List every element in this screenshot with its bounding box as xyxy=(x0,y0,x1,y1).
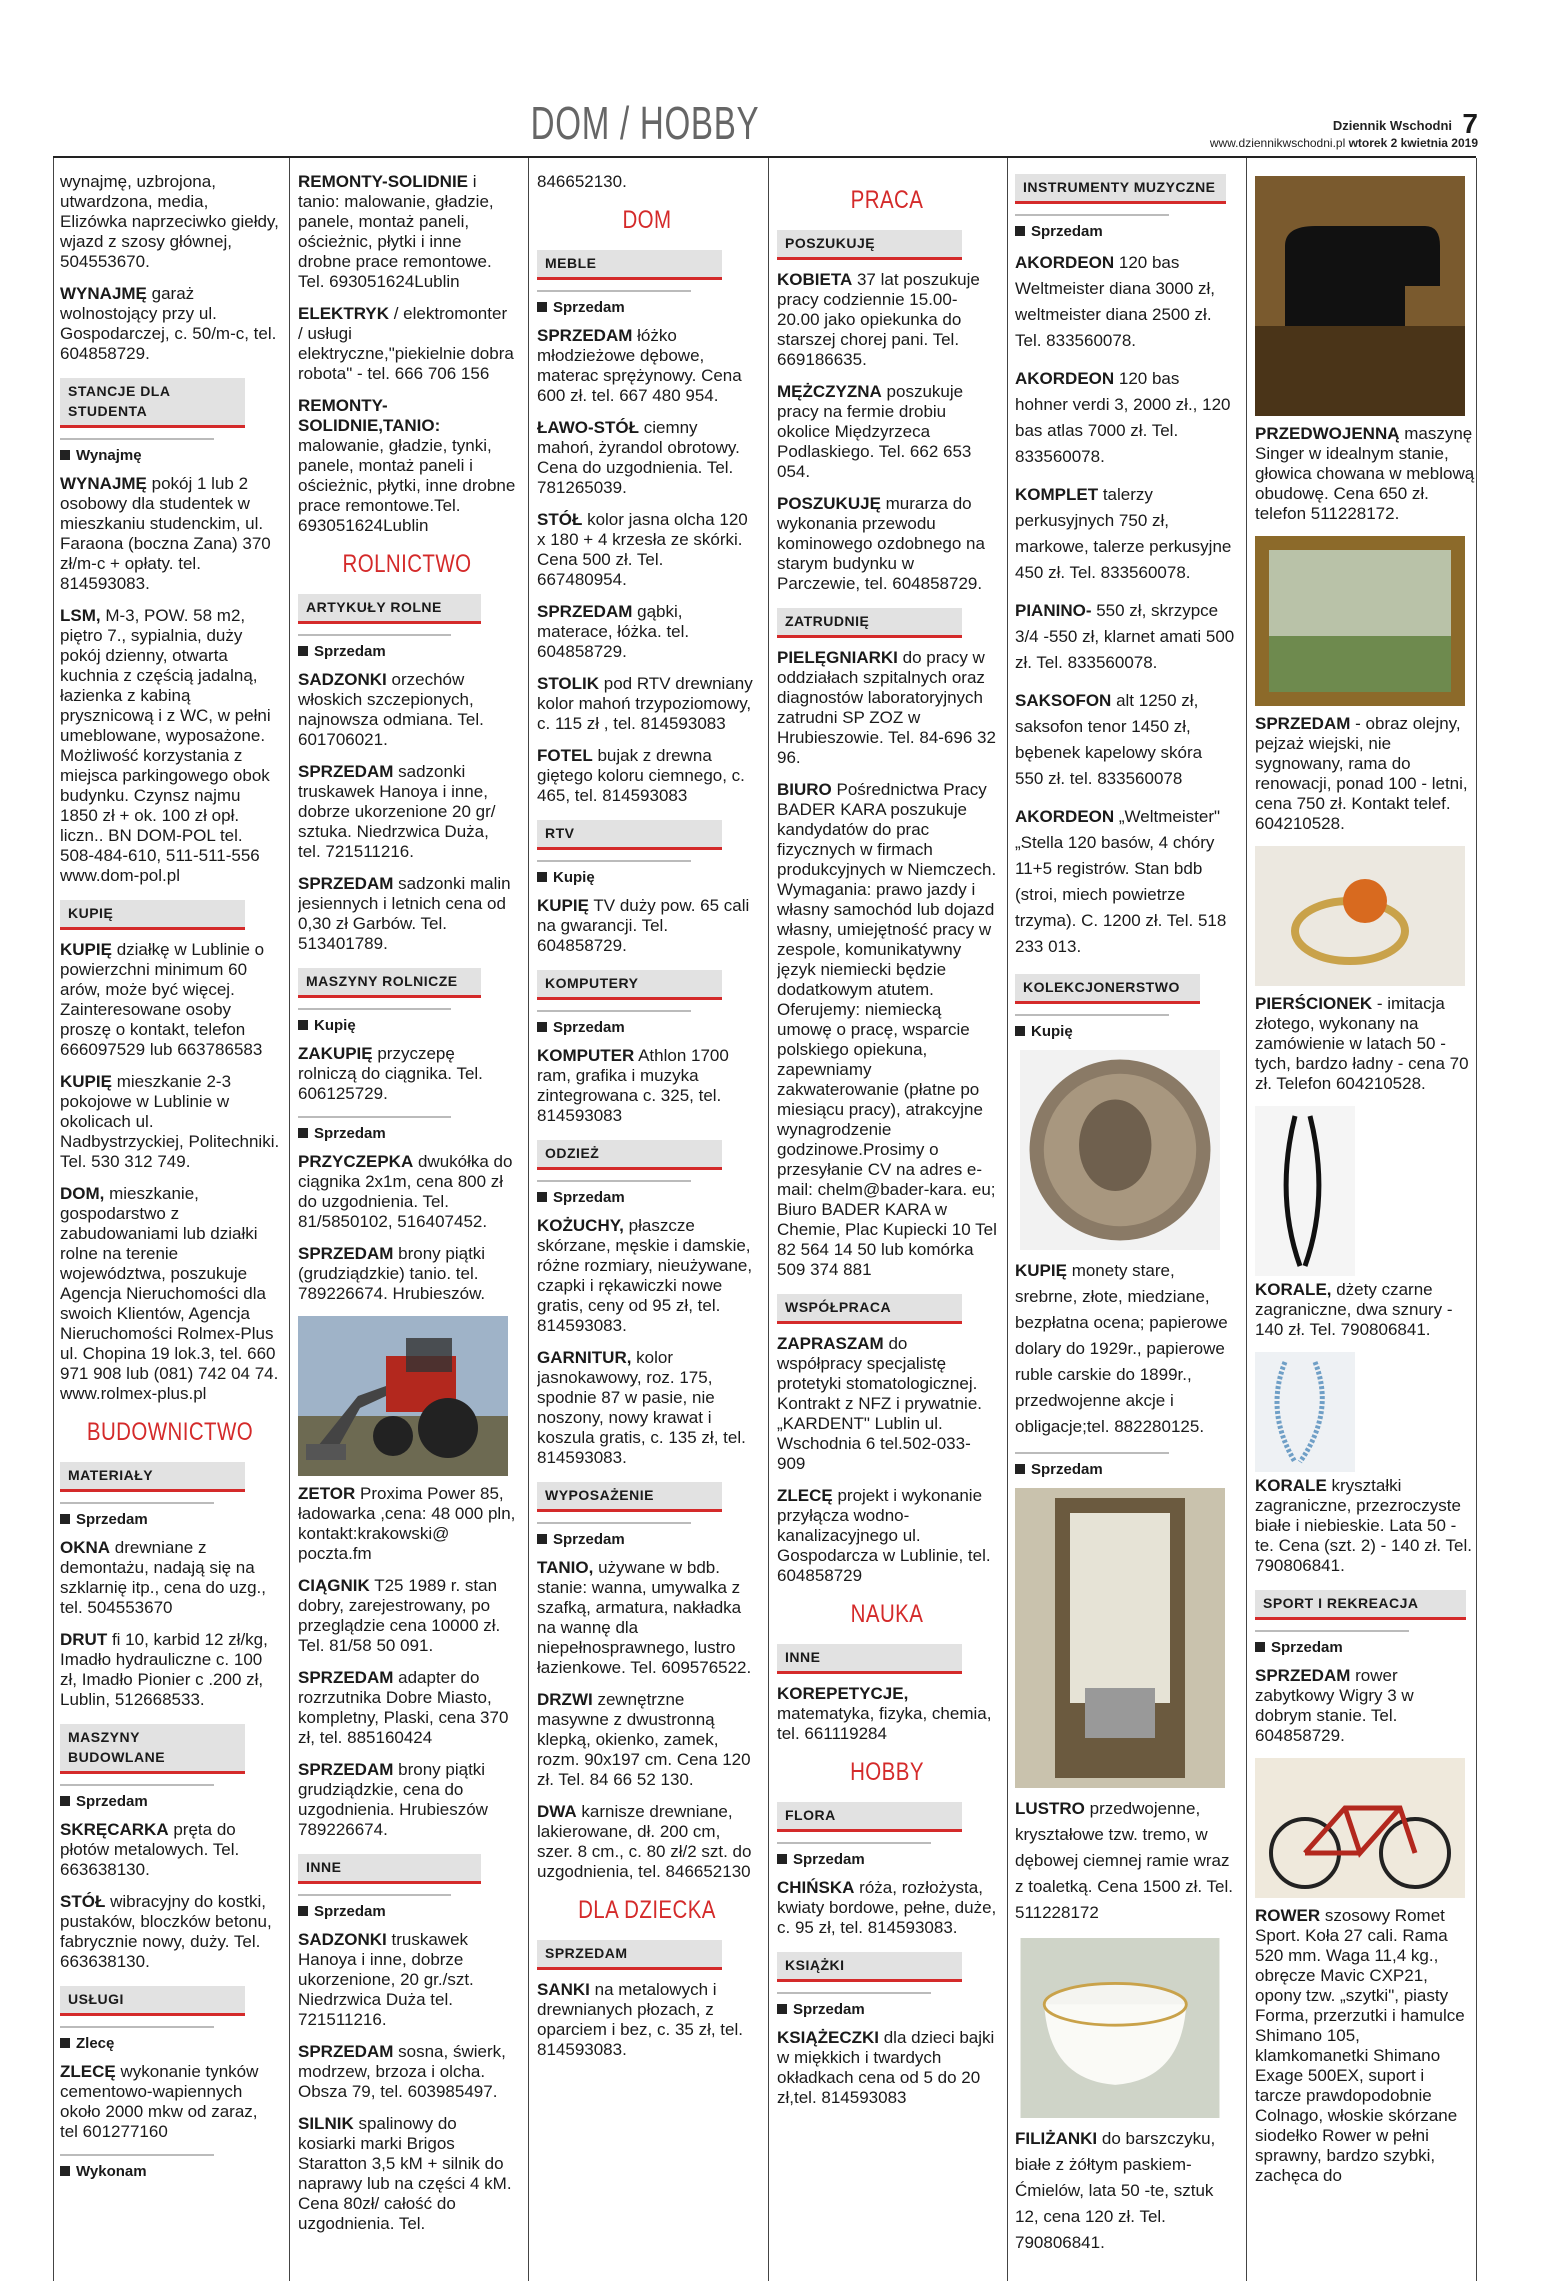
site-url[interactable]: www.dziennikwschodni.pl xyxy=(1209,136,1346,150)
subcategory-header: Sprzedam xyxy=(777,1842,931,1870)
sewing-machine-photo xyxy=(1255,176,1465,416)
classified-ad: OKNA drewniane z demontażu, nadają się na szklarnię itp., cena do uzg., tel. 504553670 xyxy=(60,1538,267,1617)
section-title: DOM / HOBBY xyxy=(530,97,760,149)
column-rule xyxy=(1476,158,1477,2281)
subcategory-header: Sprzedam xyxy=(537,290,691,318)
classified-ad: PRZYCZEPKA dwukółka do ciągnika 2x1m, cena 800 zł do uzgodnienia. Tel. 81/5850102, 516407452. xyxy=(298,1152,513,1231)
section-heading: DOM xyxy=(622,206,672,234)
classified-ad: wynajmę, uzbrojona, utwardzona, media, Elizówka naprzeciwko giełdy, wjazd z szosy głównej, 504553670. xyxy=(60,172,279,271)
column-rule xyxy=(768,158,769,2281)
column-rule xyxy=(53,158,54,2281)
classified-ad: ZETOR Proxima Power 85, ładowarka ,cena: 48 000 pln, kontakt:krakowski@ poczta.fm xyxy=(298,1484,516,1563)
classified-ad: PIANINO- 550 zł, skrzypce 3/4 -550 zł, klarnet amati 500 zł. Tel. 833560078. xyxy=(1015,601,1235,672)
classified-ad: STÓŁ wibracyjny do kostki, pustaków, bloczków betonu, fabrycznie nowy, duży. Tel. 663638130. xyxy=(60,1892,272,1971)
section-heading: NAUKA xyxy=(850,1600,924,1628)
classified-ad: KUPIĘ działkę w Lublinie o powierzchni minimum 60 arów, może być więcej. Zainteresowane osoby proszę o kontakt, telefon 666097529 lub 663786583 xyxy=(60,940,265,1059)
classified-ad: GARNITUR, kolor jasnokawowy, roz. 175, spodnie 87 w pasie, nie noszony, nowy krawat i koszula gratis, c. 135 zł, tel. 814593083. xyxy=(537,1348,746,1467)
classified-ad: REMONTY-SOLIDNIE i tanio: malowanie, gładzie, panele, montaż paneli, ościeżnic, płytki i inne drobne prace remontowe. Tel. 693051624Lublin xyxy=(298,172,494,291)
cup-photo xyxy=(1015,1938,1225,2118)
classified-ad: STÓŁ kolor jasna olcha 120 x 180 + 4 krzesła ze skórki. Cena 500 zł. Tel. 667480954. xyxy=(537,510,748,589)
tractor-photo xyxy=(298,1316,508,1476)
classified-ad: SPRZEDAM łóżko młodzieżowe dębowe, materac sprężynowy. Cena 600 zł. tel. 667 480 954. xyxy=(537,326,742,405)
classified-ad: WYNAJMĘ pokój 1 lub 2 osobowy dla studentek w mieszkaniu studenckim, ul. Faraona (boczna Zana) 370 zł/m-c + opłaty. tel. 814593083. xyxy=(60,474,271,593)
category-header: INNE xyxy=(777,1644,962,1674)
necklace-ad xyxy=(1255,1106,1475,1276)
category-header: MATERIAŁY xyxy=(60,1462,245,1492)
classified-ad: SPRZEDAM - obraz olejny, pejzaż wiejski, nie sygnowany, rama do renowacji, ponad 100 - letni, cena 750 zł. Kontakt telef. 604210528. xyxy=(1255,714,1468,833)
column-rule xyxy=(1246,158,1247,2281)
mirror-photo xyxy=(1015,1488,1225,1788)
site-date-line xyxy=(1210,136,1478,150)
classified-ad: KORALE, dżety czarne zagraniczne, dwa sznury - 140 zł. Tel. 790806841. xyxy=(1255,1280,1453,1339)
subcategory-header: Kupię xyxy=(1015,1014,1169,1042)
classified-ad: ZLECĘ projekt i wykonanie przyłącza wodno-kanalizacyjnego ul. Gospodarcza w Lublinie, tel. 604858729 xyxy=(777,1486,991,1585)
category-header: STANCJE DLA STUDENTA xyxy=(60,378,245,428)
category-header: WSPÓŁPRACA xyxy=(777,1294,962,1324)
classified-ad: FILIŻANKI do barszczyku, białe z żółtym paskiem-Ćmielów, lata 50 -te, sztuk 12, cena 120 zł. Tel. 790806841. xyxy=(1015,2129,1216,2252)
section-heading: PRACA xyxy=(850,186,924,214)
ring-photo xyxy=(1255,846,1465,986)
column-1 xyxy=(60,172,280,2272)
classified-ad: SKRĘCARKA pręta do płotów metalowych. Tel. 663638130. xyxy=(60,1820,240,1879)
classified-ad: KOMPUTER Athlon 1700 ram, grafika i muzyka zintegrowana c. 325, tel. 814593083 xyxy=(537,1046,729,1125)
column-6 xyxy=(1255,172,1475,2272)
classified-ad: SILNIK spalinowy do kosiarki marki Brigos Staratton 3,5 kM + silnik do naprawy lub na części 4 kM. Cena 80zł/ całość do uzgodnienia. Tel. xyxy=(298,2114,512,2233)
category-header: KUPIĘ xyxy=(60,900,245,930)
category-header: KOLEKCJONERSTWO xyxy=(1015,974,1200,1004)
category-header: MASZYNY BUDOWLANE xyxy=(60,1724,245,1774)
classified-ad: WYNAJMĘ garaż wolnostojący przy ul. Gospodarczej, c. 50/m-c, tel. 604858729. xyxy=(60,284,277,363)
subcategory-header: Sprzedam xyxy=(298,1116,451,1144)
page-number: 7 xyxy=(1462,108,1478,139)
classified-ad: CHIŃSKA róża, rozłożysta, kwiaty bordowe, pełne, duże, c. 95 zł, tel. 814593083. xyxy=(777,1878,997,1937)
classified-ad: DRUT fi 10, karbid 12 zł/kg, Imadło hydrauliczne c. 100 zł, Imadło Pionier c .200 zł, Lublin, 512668533. xyxy=(60,1630,268,1709)
classified-ad: KUPIĘ mieszkanie 2-3 pokojowe w Lublinie w okolicach ul. Nadbystrzyckiej, Politechniki. Tel. 530 312 749. xyxy=(60,1072,280,1171)
category-header: ODZIEŻ xyxy=(537,1140,722,1170)
subcategory-header: Sprzedam xyxy=(777,1992,931,2020)
classified-ad: ZLECĘ wykonanie tynków cementowo-wapiennych około 2000 mkw od zaraz, tel 601277160 xyxy=(60,2062,259,2141)
subcategory-header: Wykonam xyxy=(60,2154,214,2182)
classified-ad: ZAPRASZAM do współpracy specjalistę protetyki stomatologicznej. Kontrakt z NFZ i prywatnie. „KARDENT" Lublin ul. Wschodnia 6 tel.502-033-909 xyxy=(777,1334,983,1473)
category-header: SPRZEDAM xyxy=(537,1940,722,1970)
classified-ad: KOŻUCHY, płaszcze skórzane, męskie i damskie, różne rozmiary, nieużywane, czapki i rękawiczki nowe gratis, ceny od 95 zł, tel. 814593083. xyxy=(537,1216,753,1335)
category-header: MEBLE xyxy=(537,250,722,280)
category-header: WYPOSAŻENIE xyxy=(537,1482,722,1512)
classified-ad: STOLIK pod RTV drewniany kolor mahoń trzypoziomowy, c. 115 zł , tel. 814593083 xyxy=(537,674,753,733)
classified-ad: AKORDEON 120 bas hohner verdi 3, 2000 zł., 120 bas atlas 7000 zł. Tel. 833560078. xyxy=(1015,369,1231,466)
subcategory-header: Sprzedam xyxy=(1255,1630,1409,1658)
section-heading: ROLNICTWO xyxy=(342,550,472,578)
section-heading: DLA DZIECKA xyxy=(578,1896,716,1924)
subcategory-header: Wynajmę xyxy=(60,438,214,466)
subcategory-header: Sprzedam xyxy=(60,1502,214,1530)
category-header: FLORA xyxy=(777,1802,962,1832)
column-rule xyxy=(289,158,290,2281)
subcategory-header: Sprzedam xyxy=(60,1784,214,1812)
classified-ad: KOREPETYCJE, matematyka, fizyka, chemia, tel. 661119284 xyxy=(777,1684,992,1743)
classified-ad: SPRZEDAM sadzonki malin jesiennych i letnich cena od 0,30 zł Garbów. Tel. 513401789. xyxy=(298,874,511,953)
classified-ad: KOMPLET talerzy perkusyjnych 750 zł, markowe, talerze perkusyjne 450 zł. Tel. 833560078. xyxy=(1015,485,1232,582)
classified-ad: BIURO Pośrednictwa Pracy BADER KARA poszukuje kandydatów do prac fizycznych w firmach produkcyjnych w Niemczech. Wymagania: prawo jazdy i własny samochód lub dojazd własny, umiejętność pracy w zespole, komunikatywny język niemiecki będzie dodatkowym atutem. Oferujemy: niemiecką umowę o pracę, wsparcie polskiego opiekuna, zapewniamy zakwaterowanie (płatne po miesiącu pracy), atrakcyjne wynagrodzenie godzinowe.Prosimy o przesyłanie CV na adres e-mail: chelm@bader-kara. eu; Biuro BADER KARA w Chemie, Plac Kupiecki 10 Tel 82 564 14 50 lub komórka 509 374 881 xyxy=(777,780,997,1279)
category-header: RTV xyxy=(537,820,722,850)
classified-ad: DOM, mieszkanie, gospodarstwo z zabudowaniami lub działki rolne na terenie województwa, poszukuje Agencja Nieruchomości dla swoich Klientów, Agencja Nieruchomości Rolmex-Plus ul. Chopina 19 lok.3, tel. 660 971 908 lub (081) 742 04 74. www.rolmex-plus.pl xyxy=(60,1184,279,1403)
category-header: KSIĄŻKI xyxy=(777,1952,962,1982)
classified-ad: SPRZEDAM rower zabytkowy Wigry 3 w dobrym stanie. Tel. 604858729. xyxy=(1255,1666,1414,1745)
classified-ad: SAKSOFON alt 1250 zł, saksofon tenor 1450 zł, bębenek kapelowy skóra 550 zł. tel. 833560078 xyxy=(1015,691,1203,788)
classified-ad: ZAKUPIĘ przyczepę rolniczą do ciągnika. Tel. 606125729. xyxy=(298,1044,483,1103)
classified-ad: SPRZEDAM brony piątki grudziądzkie, cena do uzgodnienia. Hrubieszów 789226674. xyxy=(298,1760,488,1839)
subcategory-header: Kupię xyxy=(537,860,691,888)
brand-name: Dziennik Wschodni xyxy=(1332,118,1452,133)
header-rule xyxy=(53,156,1476,158)
classified-ad: LSM, M-3, POW. 58 m2, piętro 7., sypialnia, duży pokój dzienny, otwarta kuchnia z częścią jadalną, łazienka z kabiną prysznicową i z WC, w pełni umeblowane, wyposażone. Możliwość korzystania z miejsca parkingowego obok budynku. Czynsz najmu 1850 zł + ok. 100 zł opł. liczn.. BN DOM-POL tel. 508-484-610, 511-511-556 www.dom-pol.pl xyxy=(60,606,271,885)
subcategory-header: Kupię xyxy=(298,1008,451,1036)
classified-ad: SADZONKI truskawek Hanoya i inne, dobrze ukorzenione, 20 gr./szt. Niedrzwica Duża tel. 721511216. xyxy=(298,1930,474,2029)
classified-ad: PIELĘGNIARKI do pracy w oddziałach szpitalnych oraz diagnostów laboratoryjnych zatrudni SP ZOZ w Hrubieszowie. Tel. 84-696 32 96. xyxy=(777,648,996,767)
classified-ad: KOBIETA 37 lat poszukuje pracy codziennie 15.00-20.00 jako opiekunka do starszej chorej pani. Tel. 669186635. xyxy=(777,270,980,369)
column-3 xyxy=(537,172,757,2272)
column-2 xyxy=(298,172,516,2272)
column-rule xyxy=(528,158,529,2281)
coin-photo xyxy=(1015,1050,1225,1250)
classified-ad: DWA karnisze drewniane, lakierowane, dł. 200 cm, szer. 8 cm., c. 80 zł/2 szt. do uzgodnienia, tel. 846652130 xyxy=(537,1802,752,1881)
classified-ad: REMONTY-SOLIDNIE,TANIO: malowanie, gładzie, tynki, panele, montaż paneli i ościeżnic, płytki, inne drobne prace remontowe.Tel. 693051624Lublin xyxy=(298,396,516,535)
classified-ad: TANIO, używane w bdb. stanie: wanna, umywalka z szafką, armatura, nakładka na wannę dla niepełnosprawnego, lustro łazienkowe. Tel. 609576522. xyxy=(537,1558,752,1677)
column-5 xyxy=(1015,172,1235,2272)
classified-ad: SANKI na metalowych i drewnianych płozach, z oparciem i bez, c. 35 zł, tel. 814593083. xyxy=(537,1980,743,2059)
subcategory-header: Sprzedam xyxy=(537,1010,691,1038)
subcategory-header: Sprzedam xyxy=(537,1522,691,1550)
classified-ad: ELEKTRYK / elektromonter / usługi elektryczne,"piekielnie dobra robota" - tel. 666 706 156 xyxy=(298,304,514,383)
classified-ad: KSIĄŻECZKI dla dzieci bajki w miękkich i twardych okładkach cena od 5 do 20 zł,tel. 814593083 xyxy=(777,2028,995,2107)
classified-ad: POSZUKUJĘ murarza do wykonania przewodu kominowego ozdobnego na starym budynku w Parczewie, tel. 604858729. xyxy=(777,494,985,593)
classified-ad: SPRZEDAM brony piątki (grudziądzkie) tanio. tel. 789226674. Hrubieszów. xyxy=(298,1244,486,1303)
column-rule xyxy=(1007,158,1008,2281)
classified-ad: SADZONKI orzechów włoskich szczepionych, najnowsza odmiana. Tel. 601706021. xyxy=(298,670,484,749)
classified-ad: PRZEDWOJENNĄ maszynę Singer w idealnym stanie, głowica chowana w meblową obudowę. Cena 650 zł. telefon 511228172. xyxy=(1255,424,1475,523)
issue-date: wtorek 2 kwietnia 2019 xyxy=(1348,136,1478,150)
column-4 xyxy=(777,172,997,2272)
category-header: ZATRUDNIĘ xyxy=(777,608,962,638)
section-heading: HOBBY xyxy=(850,1758,924,1786)
subcategory-header: Zlecę xyxy=(60,2026,214,2054)
classified-ad: PIERŚCIONEK - imitacja złotego, wykonany na zamówienie w latach 50 -tych, bardzo ładny - cena 70 zł. Telefon 604210528. xyxy=(1255,994,1469,1093)
classified-ad: ŁAWO-STÓŁ ciemny mahoń, żyrandol obrotowy. Cena do uzgodnienia. Tel. 781265039. xyxy=(537,418,740,497)
category-header: USŁUGI xyxy=(60,1986,245,2016)
page-header xyxy=(0,0,1558,160)
classified-ad: SPRZEDAM sosna, świerk, modrzew, brzoza i olcha. Obsza 79, tel. 603985497. xyxy=(298,2042,506,2101)
section-heading: BUDOWNICTWO xyxy=(86,1418,254,1446)
classified-ad: KUPIĘ TV duży pow. 65 cali na gwarancji. Tel. 604858729. xyxy=(537,896,750,955)
classified-ad: SPRZEDAM adapter do rozrzutnika Dobre Miasto, kompletny, Plaski, cena 370 zł, tel. 885160424 xyxy=(298,1668,509,1747)
category-header: INSTRUMENTY MUZYCZNE xyxy=(1015,174,1226,204)
classified-ad: AKORDEON 120 bas Weltmeister diana 3000 zł, weltmeister diana 2500 zł. Tel. 833560078. xyxy=(1015,253,1216,350)
bicycle-photo xyxy=(1255,1758,1465,1898)
category-header: ARTYKUŁY ROLNE xyxy=(298,594,481,624)
classified-ad: CIĄGNIK T25 1989 r. stan dobry, zarejestrowany, po przeglądzie cena 10000 zł. Tel. 81/58 50 091. xyxy=(298,1576,501,1655)
category-header: SPORT I REKREACJA xyxy=(1255,1590,1466,1620)
subcategory-header: Sprzedam xyxy=(298,1894,451,1922)
category-header: POSZUKUJĘ xyxy=(777,230,962,260)
classified-ad: FOTEL bujak z drewna giętego koloru ciemnego, c. 465, tel. 814593083 xyxy=(537,746,745,805)
classified-ad: MĘŻCZYZNA poszukuje pracy na fermie drobiu okolice Międzyrzeca Podlaskiego. Tel. 662 653 054. xyxy=(777,382,972,481)
subcategory-header: Sprzedam xyxy=(298,634,451,662)
classified-ad: AKORDEON „Weltmeister" „Stella 120 basów, 4 chóry 11+5 registrów. Stan bdb (stroi, miech powietrze trzyma). C. 1200 zł. Tel. 518 233 013. xyxy=(1015,807,1227,956)
subcategory-header: Sprzedam xyxy=(537,1180,691,1208)
category-header: KOMPUTERY xyxy=(537,970,722,1000)
subcategory-header: Sprzedam xyxy=(1015,214,1169,242)
crystal-necklace-photo xyxy=(1255,1352,1355,1472)
classified-ad: LUSTRO przedwojenne, kryształowe tzw. tremo, w dębowej ciemnej ramie wraz z toaletką. Cena 1500 zł. Tel. 511228172 xyxy=(1015,1799,1233,1922)
painting-photo xyxy=(1255,536,1465,706)
category-header: MASZYNY ROLNICZE xyxy=(298,968,481,998)
classified-ad: SPRZEDAM gąbki, materace, łóżka. tel. 604858729. xyxy=(537,602,690,661)
classified-ad: KUPIĘ monety stare, srebrne, złote, miedziane, bezpłatna ocena; papierowe dolary do 1929r., papierowe ruble carskie do 1899r., przedwojenne akcje i obligacje;tel. 882280125. xyxy=(1015,1261,1228,1436)
subcategory-header: Sprzedam xyxy=(1015,1452,1169,1480)
classified-ad: DRZWI zewnętrzne masywne z dwustronną klepką, okienko, zamek, rozm. 90x197 cm. Cena 120 zł. Tel. 84 66 52 130. xyxy=(537,1690,751,1789)
black-necklace-photo xyxy=(1255,1106,1355,1276)
category-header: INNE xyxy=(298,1854,481,1884)
classified-ad: SPRZEDAM sadzonki truskawek Hanoya i inne, dobrze ukorzenione 20 gr/ sztuka. Niedrzwica Duża, tel. 721511216. xyxy=(298,762,496,861)
classified-ad: KORALE kryształki zagraniczne, przezroczyste białe i niebieskie. Lata 50 -te. Cena (szt. 2) - 140 zł. Tel. 790806841. xyxy=(1255,1476,1472,1575)
classified-ad: 846652130. xyxy=(537,172,627,191)
classified-ad: ROWER szosowy Romet Sport. Koła 27 cali. Rama 520 mm. Waga 11,4 kg., obręcze Mavic CXP21, opony tzw. „szytki", piasty Forma, przerzutki i hamulce Shimano 105, klamkomanetki Shimano Exage 500EX, suport i tarcze prawdopodobnie Colnago, włoskie skórzane siodełko Rower w pełni sprawny, bardzo szybki, zachęca do xyxy=(1255,1906,1465,2185)
